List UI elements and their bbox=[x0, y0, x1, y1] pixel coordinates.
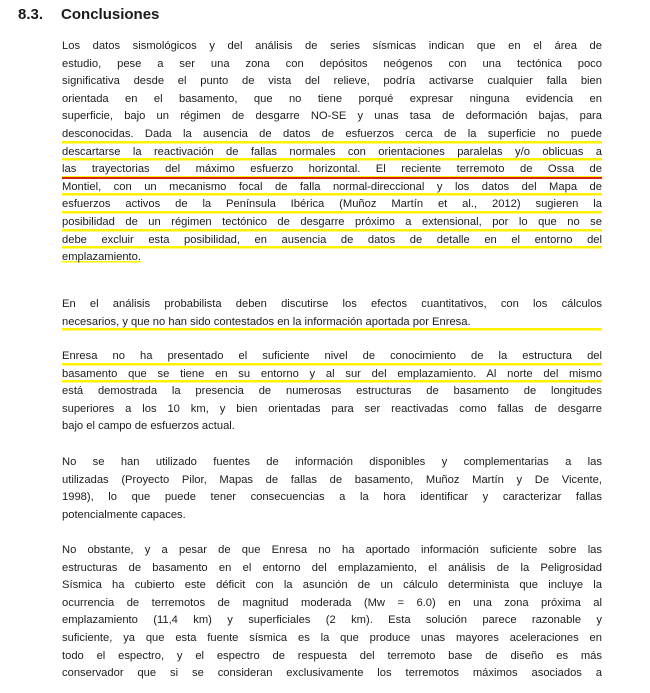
paragraph-5 bbox=[62, 542, 602, 683]
highlighted-line: desconocidas. Dada la ausencia de datos de esfuerzos cerca de la superficie no puede bbox=[62, 126, 602, 144]
highlighted-line: esfuerzos activos de la Península Ibérica (Muñoz Martín et al., 2012) sugieren la bbox=[62, 196, 602, 214]
paragraph-2 bbox=[62, 296, 602, 331]
text-line: potencialmente capaces. bbox=[62, 508, 186, 521]
text-line: superficie, bajo un régimen de desgarre NO-SE y unas tasa de deformación bajas, para bbox=[62, 110, 602, 123]
text-line: 1998), lo que puede tener consecuencias a la hora identificar y caracterizar fallas bbox=[62, 491, 602, 504]
paragraph-3 bbox=[62, 348, 602, 436]
text-line: Sísmica ha cubierto este déficit con la asunción de un cálculo determinista que incluye la bbox=[62, 579, 602, 592]
text-line: suficiente, ya que esta fuente sísmica es la que produce unas mayores aceleraciones en bbox=[62, 631, 602, 644]
text-line: utilizadas (Proyecto Pilor, Mapas de fallas de basamento, Muñoz Martín y De Vicente, bbox=[62, 473, 602, 486]
underlined-line: las trayectorias del máximo esfuerzo horizontal. El reciente terremoto de Ossa de bbox=[62, 161, 602, 179]
text-line: está demostrada la presencia de numerosas estructuras de basamento de longitudes bbox=[62, 385, 602, 398]
highlighted-line: debe excluir esta posibilidad, en ausencia de datos de detalle en el entorno del bbox=[62, 232, 602, 250]
highlighted-line: Montiel, con un mecanismo focal de falla normal-direccional y los datos del Mapa de bbox=[62, 179, 602, 197]
text-line: ocurrencia de terremotos de magnitud moderada (Mw = 6.0) en una zona próxima al bbox=[62, 596, 602, 609]
text-line: emplazamiento (11,4 km) y superficiales (2 km). Esta solución parece razonable y bbox=[62, 614, 602, 627]
highlighted-line: emplazamiento. bbox=[62, 251, 141, 264]
paragraph-1 bbox=[62, 38, 602, 267]
highlighted-line: posibilidad de un régimen tectónico de desgarre próximo a extensional, por lo que no se bbox=[62, 214, 602, 232]
text-line: significativa desde el punto de vista del relieve, podría activarse cualquier falla bien bbox=[62, 75, 602, 88]
text-line: No obstante, y a pesar de que Enresa no ha aportado información suficiente sobre las bbox=[62, 544, 602, 556]
section-number: 8.3. bbox=[18, 6, 44, 23]
highlighted-line: basamento que se tiene en su entorno y al sur del emplazamiento. Al norte del mismo bbox=[62, 366, 602, 384]
text-line: orientada en el basamento, que no tiene porqué expresar ninguna evidencia en bbox=[62, 92, 602, 105]
text-line: superiores a los 10 km, y bien orientadas para ser reactivadas como fallas de desgarre bbox=[62, 402, 602, 415]
highlighted-line: descartarse la reactivación de fallas normales con orientaciones paralelas y/o oblicuas a bbox=[62, 144, 602, 162]
highlighted-line: necesarios, y que no han sido contestados en la información aportada por Enresa. bbox=[62, 314, 602, 332]
text-line: estructuras de basamento en el entorno del emplazamiento, el análisis de la Peligrosidad bbox=[62, 561, 602, 574]
text-line: bajo el campo de esfuerzos actual. bbox=[62, 420, 235, 433]
text-line: No se han utilizado fuentes de información disponibles y complementarias a las bbox=[62, 456, 602, 468]
text-line: todo el espectro, y el espectro de respuesta del terremoto base de diseño es más bbox=[62, 649, 602, 662]
highlighted-line: Enresa no ha presentado el suficiente nivel de conocimiento de la estructura del bbox=[62, 348, 602, 366]
text-line: En el análisis probabilista deben discutirse los efectos cuantitativos, con los cálculos bbox=[62, 298, 602, 310]
section-title: Conclusiones bbox=[61, 6, 160, 23]
text-line: estudio, pese a ser una zona con depósitos neógenos con una tectónica poco bbox=[62, 57, 602, 70]
paragraph-4 bbox=[62, 454, 602, 524]
text-line: conservador que si se consideran exclusivamente los terremotos máximos asociados a bbox=[62, 667, 602, 680]
section-heading bbox=[18, 6, 159, 23]
text-line: Los datos sismológicos y del análisis de series sísmicas indican que en el área de bbox=[62, 40, 602, 52]
